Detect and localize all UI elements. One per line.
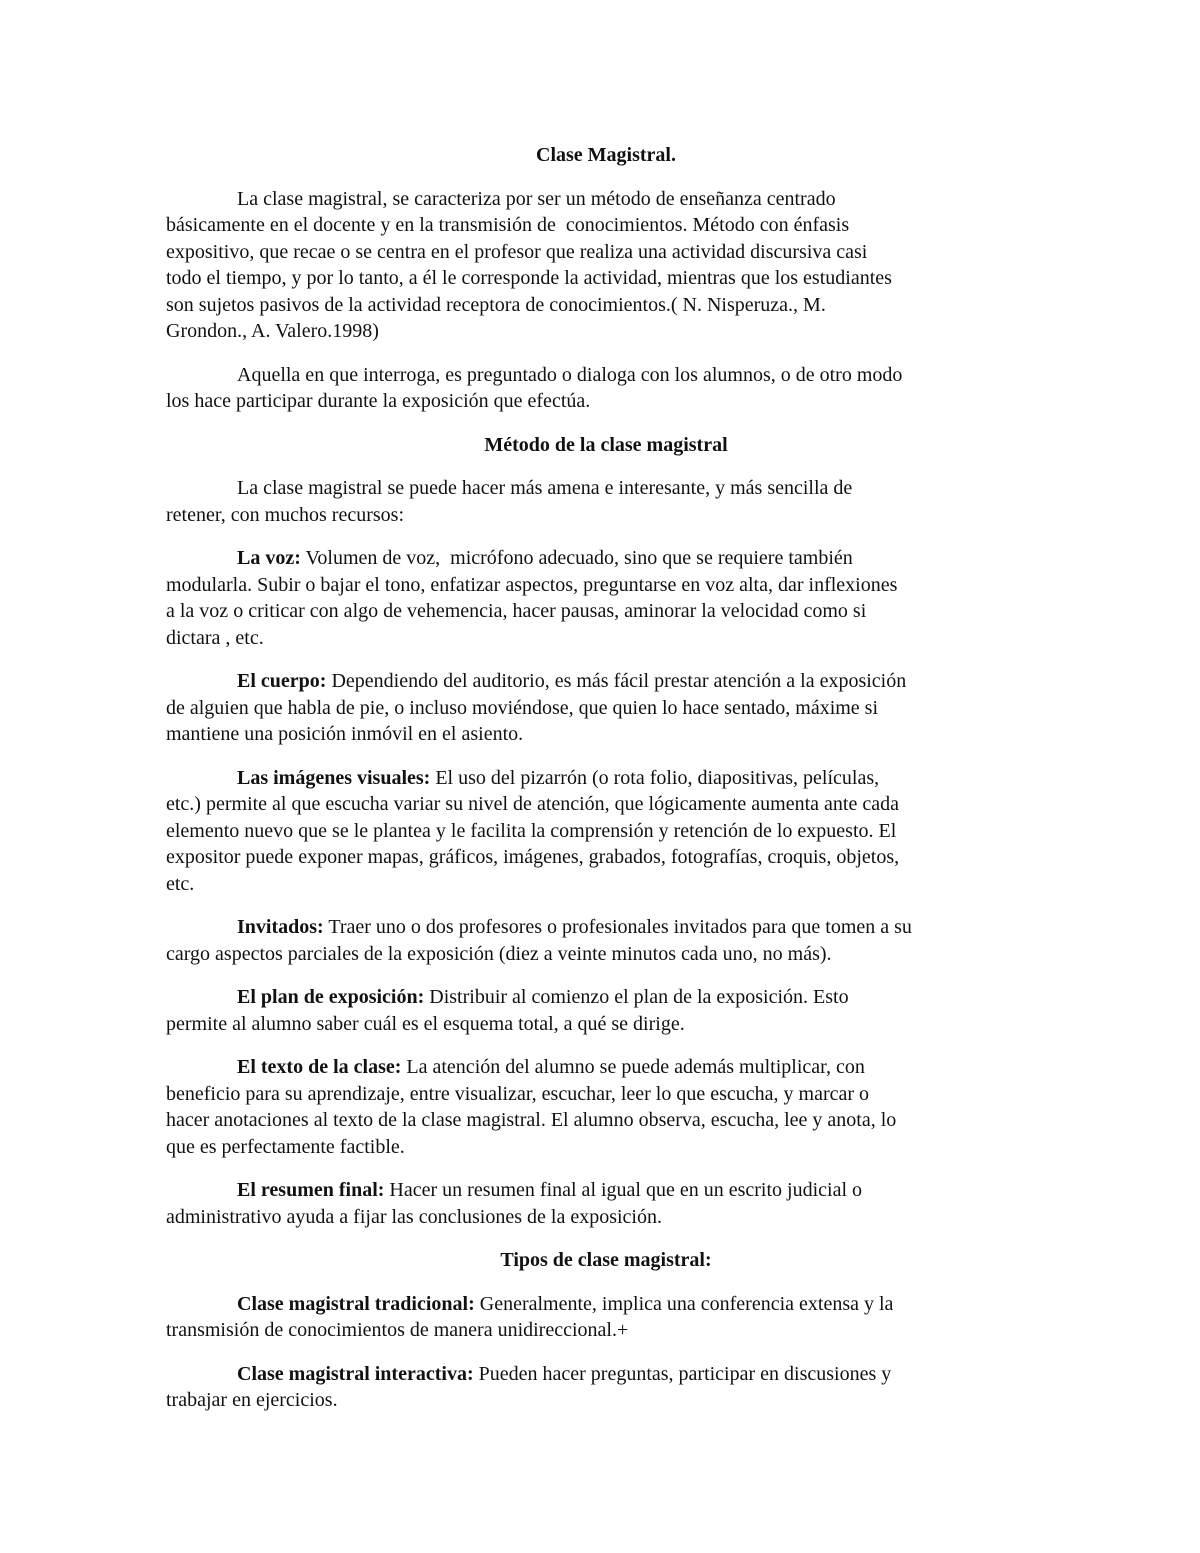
text-line <box>166 388 1046 415</box>
text-line <box>166 844 1046 871</box>
line-text: modularla. Subir o bajar el tono, enfatizar aspectos, preguntarse en voz alta, dar inflexiones <box>166 573 898 596</box>
line-text: La clase magistral, se caracteriza por ser un método de enseñanza centrado <box>237 187 836 210</box>
paragraph <box>166 984 1046 1037</box>
text-line <box>166 598 1046 625</box>
text-line <box>166 432 1046 459</box>
paragraph <box>166 545 1046 651</box>
line-text: los hace participar durante la exposición que efectúa. <box>166 390 591 412</box>
line-text: beneficio para su aprendizaje, entre visualizar, escuchar, leer lo que escucha, y marcar o <box>166 1082 870 1105</box>
line-text: Método de la clase magistral <box>484 433 728 456</box>
text-line <box>166 791 1046 818</box>
text-line <box>166 625 1046 652</box>
text-line <box>166 318 1046 345</box>
paragraph <box>166 668 1046 748</box>
paragraph-lead: El texto de la clase: <box>237 1056 402 1078</box>
paragraph-lead: Las imágenes visuales: <box>237 766 431 789</box>
line-text: mantiene una posición inmóvil en el asiento. <box>166 723 524 745</box>
line-text: etc. <box>166 872 195 895</box>
text-line <box>166 1177 1046 1204</box>
text-line <box>166 695 1046 722</box>
text-line <box>166 292 1046 319</box>
line-text: Volumen de voz, micrófono adecuado, sino que se requiere también <box>300 547 853 569</box>
line-text: a la voz o criticar con algo de vehemencia, hacer pausas, aminorar la velocidad como si <box>166 600 867 622</box>
text-line <box>166 668 1046 695</box>
paragraph <box>166 914 1046 967</box>
line-text: son sujetos pasivos de la actividad receptora de conocimientos.( N. Nisperuza., M. <box>166 293 826 316</box>
line-text: La atención del alumno se puede además multiplicar, con <box>401 1056 865 1078</box>
text-line <box>166 1081 1046 1108</box>
text-line <box>166 765 1046 792</box>
section-heading <box>166 432 1046 459</box>
line-text: elemento nuevo que se le plantea y le facilita la comprensión y retención de lo expuesto. El <box>166 819 897 842</box>
line-text: Tipos de clase magistral: <box>500 1249 712 1271</box>
line-text: Pueden hacer preguntas, participar en discusiones y <box>473 1362 892 1385</box>
text-line <box>166 984 1046 1011</box>
text-line <box>166 1387 1046 1414</box>
line-text: expositor puede exponer mapas, gráficos, imágenes, grabados, fotografías, croquis, objetos, <box>166 846 900 868</box>
line-text: expositivo, que recae o se centra en el profesor que realiza una actividad discursiva casi <box>166 240 868 263</box>
text-line <box>166 941 1046 968</box>
line-text: Hacer un resumen final al igual que en un escrito judicial o <box>384 1179 863 1201</box>
text-line <box>166 142 1046 169</box>
line-text: Grondon., A. Valero.1998) <box>166 320 379 342</box>
paragraph <box>166 1177 1046 1230</box>
text-line <box>166 1204 1046 1231</box>
line-text: La clase magistral se puede hacer más amena e interesante, y más sencilla de <box>237 477 853 499</box>
text-line <box>166 545 1046 572</box>
line-text: etc.) permite al que escucha variar su nivel de atención, que lógicamente aumenta ante cada <box>166 793 899 815</box>
line-text: dictara , etc. <box>166 626 264 649</box>
line-text: básicamente en el docente y en la transmisión de conocimientos. Método con énfasis <box>166 214 850 236</box>
paragraph-lead: El resumen final: <box>237 1179 385 1201</box>
document-body <box>166 142 1046 1431</box>
paragraph <box>166 1361 1046 1414</box>
text-line <box>166 1317 1046 1344</box>
text-line <box>166 572 1046 599</box>
text-line <box>166 186 1046 213</box>
line-text: hacer anotaciones al texto de la clase magistral. El alumno observa, escucha, lee y anota, lo <box>166 1109 897 1131</box>
line-text: retener, con muchos recursos: <box>166 503 404 526</box>
paragraph-lead: El cuerpo: <box>237 670 327 692</box>
text-line <box>166 475 1046 502</box>
line-text: Dependiendo del auditorio, es más fácil prestar atención a la exposición <box>326 670 907 692</box>
text-line <box>166 818 1046 845</box>
line-text: El uso del pizarrón (o rota folio, diapositivas, películas, <box>430 766 880 789</box>
paragraph <box>166 1291 1046 1344</box>
text-line <box>166 265 1046 292</box>
text-line <box>166 871 1046 898</box>
text-line <box>166 1361 1046 1388</box>
line-text: permite al alumno saber cuál es el esquema total, a qué se dirige. <box>166 1012 685 1035</box>
text-line <box>166 721 1046 748</box>
paragraph <box>166 765 1046 898</box>
line-text: Aquella en que interroga, es preguntado o dialoga con los alumnos, o de otro modo <box>237 363 903 386</box>
text-line <box>166 239 1046 266</box>
text-line <box>166 1291 1046 1318</box>
text-line <box>166 1107 1046 1134</box>
paragraph <box>166 475 1046 528</box>
line-text: Traer uno o dos profesores o profesionales invitados para que tomen a su <box>323 916 912 938</box>
text-line <box>166 914 1046 941</box>
line-text: Generalmente, implica una conferencia extensa y la <box>474 1292 894 1315</box>
paragraph <box>166 1054 1046 1160</box>
line-text: Clase Magistral. <box>536 144 676 166</box>
paragraph-lead: Clase magistral tradicional: <box>237 1292 475 1315</box>
text-line <box>166 1011 1046 1038</box>
line-text: cargo aspectos parciales de la exposición (diez a veinte minutos cada uno, no más). <box>166 942 832 965</box>
paragraph-lead: La voz: <box>237 547 301 569</box>
line-text: trabajar en ejercicios. <box>166 1389 338 1411</box>
text-line <box>166 1247 1046 1274</box>
paragraph-lead: Clase magistral interactiva: <box>237 1362 474 1385</box>
section-heading <box>166 1247 1046 1274</box>
text-line <box>166 362 1046 389</box>
paragraph-lead: El plan de exposición: <box>237 986 425 1008</box>
section-heading <box>166 142 1046 169</box>
text-line <box>166 1134 1046 1161</box>
line-text: todo el tiempo, y por lo tanto, a él le corresponde la actividad, mientras que los estudiantes <box>166 267 892 289</box>
paragraph <box>166 186 1046 345</box>
text-line <box>166 502 1046 529</box>
text-line <box>166 212 1046 239</box>
line-text: administrativo ayuda a fijar las conclusiones de la exposición. <box>166 1205 662 1228</box>
text-line <box>166 1054 1046 1081</box>
paragraph-lead: Invitados: <box>237 916 324 938</box>
paragraph <box>166 362 1046 415</box>
line-text: que es perfectamente factible. <box>166 1135 405 1158</box>
line-text: de alguien que habla de pie, o incluso moviéndose, que quien lo hace sentado, máxime si <box>166 696 879 719</box>
line-text: transmisión de conocimientos de manera unidireccional.+ <box>166 1319 629 1341</box>
line-text: Distribuir al comienzo el plan de la exposición. Esto <box>424 986 849 1008</box>
